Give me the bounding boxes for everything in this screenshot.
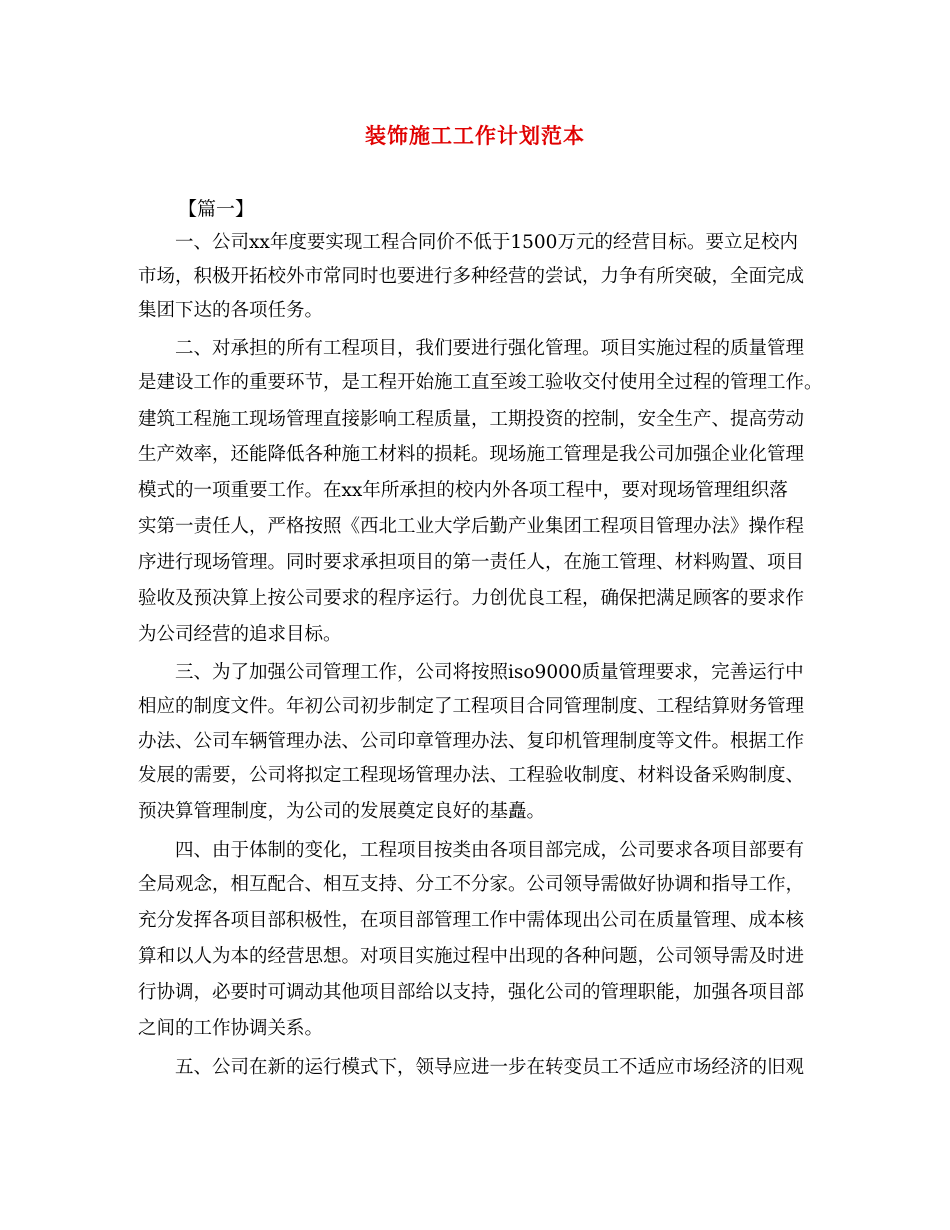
body-line: 预决算管理制度，为公司的发展奠定良好的基矗。 [138, 801, 546, 822]
body-line: 二、对承担的所有工程项目，我们要进行强化管理。项目实施过程的质量管理 [138, 338, 805, 359]
body-line: 三、为了加强公司管理工作，公司将按照iso9000质量管理要求，完善运行中 [138, 662, 804, 683]
body-line: 算和以人为本的经营思想。对项目实施过程中出现的各种问题，公司领导需及时进 [138, 946, 805, 967]
body-line: 四、由于体制的变化，工程项目按类由各项目部完成，公司要求各项目部要有 [138, 840, 805, 861]
body-line: 生产效率，还能降低各种施工材料的损耗。现场施工管理是我公司加强企业化管理 [138, 444, 805, 465]
body-line: 办法、公司车辆管理办法、公司印章管理办法、复印机管理制度等文件。根据工作 [138, 731, 805, 752]
body-line: 充分发挥各项目部积极性，在项目部管理工作中需体现出公司在质量管理、成本核 [138, 910, 805, 931]
body-line: 发展的需要，公司将拟定工程现场管理办法、工程验收制度、材料设备采购制度、 [138, 765, 805, 786]
body-line: 一、公司xx年度要实现工程合同价不低于1500万元的经营目标。要立足校内 [138, 232, 798, 253]
body-line: 集团下达的各项任务。 [138, 300, 324, 321]
body-line: 建筑工程施工现场管理直接影响工程质量，工期投资的控制，安全生产、提高劳动 [138, 409, 805, 430]
body-line: 行协调，必要时可调动其他项目部给以支持，强化公司的管理职能，加强各项目部 [138, 982, 805, 1003]
body-line: 是建设工作的重要环节，是工程开始施工直至竣工验收交付使用全过程的管理工作。 [138, 372, 823, 393]
body-line: 相应的制度文件。年初公司初步制定了工程项目合同管理制度、工程结算财务管理 [138, 696, 805, 717]
body-line: 模式的一项重要工作。在xx年所承担的校内外各项工程中，要对现场管理组织落 [138, 480, 788, 501]
body-line: 之间的工作协调关系。 [138, 1018, 324, 1039]
body-line: 全局观念，相互配合、相互支持、分工不分家。公司领导需做好协调和指导工作， [138, 874, 805, 895]
body-line: 为公司经营的追求目标。 [138, 624, 342, 645]
section-label: 【篇一】 [178, 198, 255, 220]
body-line: 市场，积极开拓校外市常同时也要进行多种经营的尝试，力争有所突破，全面完成 [138, 266, 805, 287]
document-title: 装饰施工工作计划范本 [365, 123, 585, 148]
body-line: 验收及预决算上按公司要求的程序运行。力创优良工程，确保把满足顾客的要求作 [138, 588, 805, 609]
body-line: 实第一责任人，严格按照《西北工业大学后勤产业集团工程项目管理办法》操作程 [138, 516, 805, 537]
body-line: 五、公司在新的运行模式下，领导应进一步在转变员工不适应市场经济的旧观 [138, 1057, 805, 1078]
body-line: 序进行现场管理。同时要求承担项目的第一责任人，在施工管理、材料购置、项目 [138, 552, 805, 573]
